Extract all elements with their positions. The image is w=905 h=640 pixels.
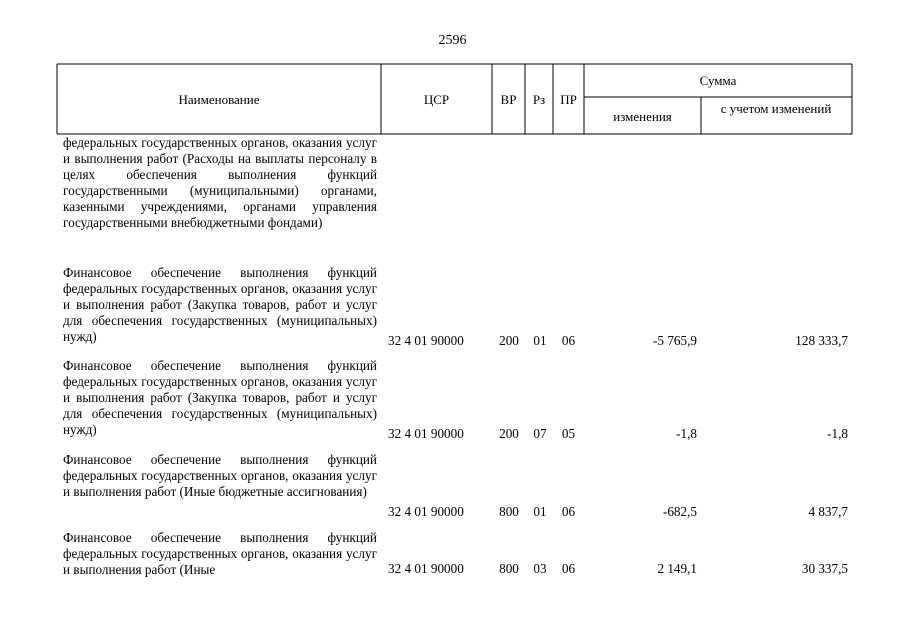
row-1-total: 128 333,7	[795, 333, 848, 348]
row-0-name: федеральных государственных органов, оказания услуг и выполнения работ (Расходы на выплаты персоналу в целях обеспечения выполнения функций государственными (муниципальными) органами, казенными учреждениями, органами управления государственными внебюджетными фондами)	[63, 135, 377, 230]
row-3-name: Финансовое обеспечение выполнения функций федеральных государственных органов, оказания услуг и выполнения работ (Иные бюджетные ассигнования)	[63, 452, 377, 499]
row-2-name: Финансовое обеспечение выполнения функций федеральных государственных органов, оказания услуг и выполнения работ (Закупка товаров, работ и услуг для обеспечения государственных (муниципальных) нужд)	[63, 358, 377, 437]
header-total: с учетом изменений	[720, 101, 832, 116]
row-2-vr: 200	[499, 426, 519, 441]
row-3-total: 4 837,7	[808, 504, 848, 519]
row-2-pr: 05	[561, 426, 576, 441]
row-4-rz: 03	[533, 561, 547, 576]
header-change: изменения	[613, 109, 672, 124]
row-1-name: Финансовое обеспечение выполнения функций федеральных государственных органов, оказания услуг и выполнения работ (Закупка товаров, работ и услуг для обеспечения государственных (муниципальных) нужд)	[63, 265, 377, 344]
row-4-change: 2 149,1	[657, 561, 697, 576]
row-3-rz: 01	[533, 504, 547, 519]
row-4-vr: 800	[499, 561, 519, 576]
header-csr: ЦСР	[423, 92, 450, 107]
row-3-vr: 800	[499, 504, 519, 519]
header-rz: Рз	[532, 92, 546, 107]
row-3-csr: 32 4 01 90000	[388, 504, 464, 519]
row-4-pr: 06	[561, 561, 576, 576]
row-2-csr: 32 4 01 90000	[388, 426, 464, 441]
row-2-change: -1,8	[676, 426, 697, 441]
header-name: Наименование	[178, 92, 260, 107]
header-summa: Сумма	[699, 73, 737, 88]
row-2-total: -1,8	[827, 426, 848, 441]
row-3-change: -682,5	[662, 504, 697, 519]
row-1-pr: 06	[561, 333, 576, 348]
row-2-rz: 07	[533, 426, 547, 441]
row-3-pr: 06	[561, 504, 576, 519]
header-pr: ПР	[560, 92, 577, 107]
row-4-total: 30 337,5	[801, 561, 848, 576]
row-1-change: -5 765,9	[653, 333, 697, 348]
header-vr: ВР	[500, 92, 517, 107]
row-4-csr: 32 4 01 90000	[388, 561, 464, 576]
row-1-vr: 200	[499, 333, 519, 348]
page-number: 2596	[438, 33, 467, 48]
row-4-name: Финансовое обеспечение выполнения функций федеральных государственных органов, оказания услуг и выполнения работ (Иные	[63, 530, 377, 577]
row-1-csr: 32 4 01 90000	[388, 333, 464, 348]
row-1-rz: 01	[533, 333, 547, 348]
